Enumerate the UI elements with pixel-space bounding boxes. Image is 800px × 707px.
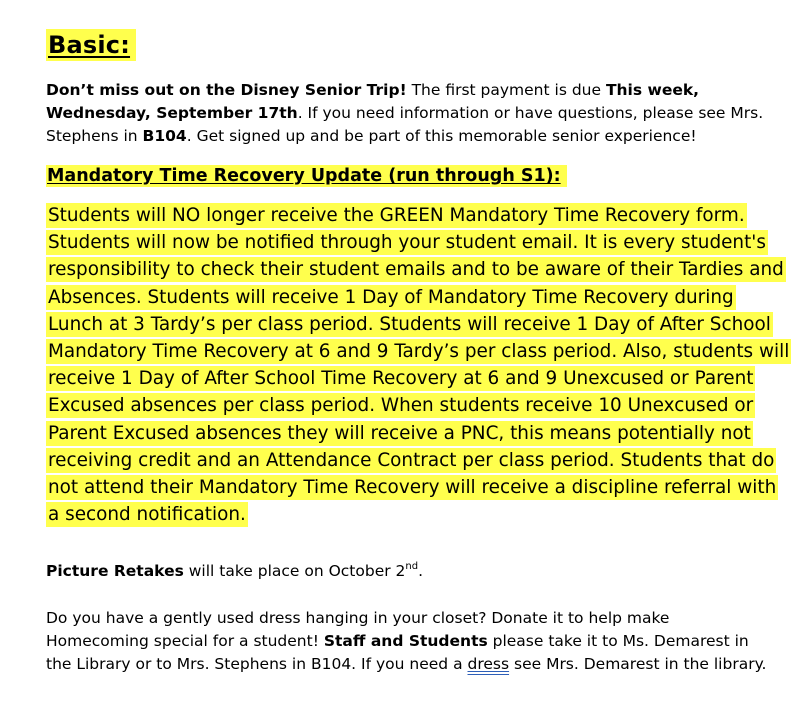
time-recovery-heading xyxy=(46,164,567,188)
dress-audience: Staff and Students xyxy=(323,632,488,650)
dress-text-3: see Mrs. Demarest in the library. xyxy=(509,655,767,673)
dress-text-1: Do you have a gently used dress hanging in your closet? Donate it to help make Homecoming special for a student! xyxy=(46,609,670,650)
dress-donation-paragraph xyxy=(46,607,771,676)
disney-text-3: . Get signed up and be part of this memorable senior experience! xyxy=(186,127,697,145)
retakes-label: Picture Retakes xyxy=(46,562,184,580)
disney-text-2: . If you need information or have questions, please see Mrs. Stephens in xyxy=(46,104,764,145)
retakes-ordinal: nd xyxy=(405,560,419,572)
retakes-text: will take place on October 2 xyxy=(183,562,406,580)
time-recovery-heading-text: Mandatory Time Recovery Update (run through S1): xyxy=(46,165,567,187)
disney-trip-paragraph xyxy=(46,79,766,148)
retakes-end: . xyxy=(418,562,424,580)
basic-heading xyxy=(46,26,136,64)
picture-retakes-paragraph xyxy=(46,560,423,583)
time-recovery-paragraph xyxy=(46,202,791,528)
disney-room: B104 xyxy=(142,127,187,145)
time-recovery-body: Students will NO longer receive the GREEN Mandatory Time Recovery form. Students will now be notified through your student email. It is every student's responsibility to check their student emails and to be aware of their Tardies and Absences. Students will receive 1 Day of Mandatory Time Recovery during Lunch at 3 Tardy’s per class period. Students will receive 1 Day of After School Mandatory Time Recovery at 6 and 9 Tardy’s per class period. Also, students will receive 1 Day of After School Time Recovery at 6 and 9 Unexcused or Parent Excused absences per class period. When students receive 10 Unexcused or Parent Excused absences they will receive a PNC, this means potentially not receiving credit and an Attendance Contract per class period. Students that do not attend their Mandatory Time Recovery will receive a discipline referral with a second notification. xyxy=(48,205,790,526)
disney-text-1: The first payment is due xyxy=(406,81,606,99)
dress-link[interactable]: dress xyxy=(467,655,510,673)
basic-heading-text: Basic: xyxy=(46,29,136,61)
dress-text-2: please take it to Ms. Demarest in the Library or to Mrs. Stephens in B104. If you need a xyxy=(46,632,749,673)
disney-lead: Don’t miss out on the Disney Senior Trip! xyxy=(46,81,407,99)
disney-due-date: This week, Wednesday, September 17th xyxy=(46,81,700,122)
